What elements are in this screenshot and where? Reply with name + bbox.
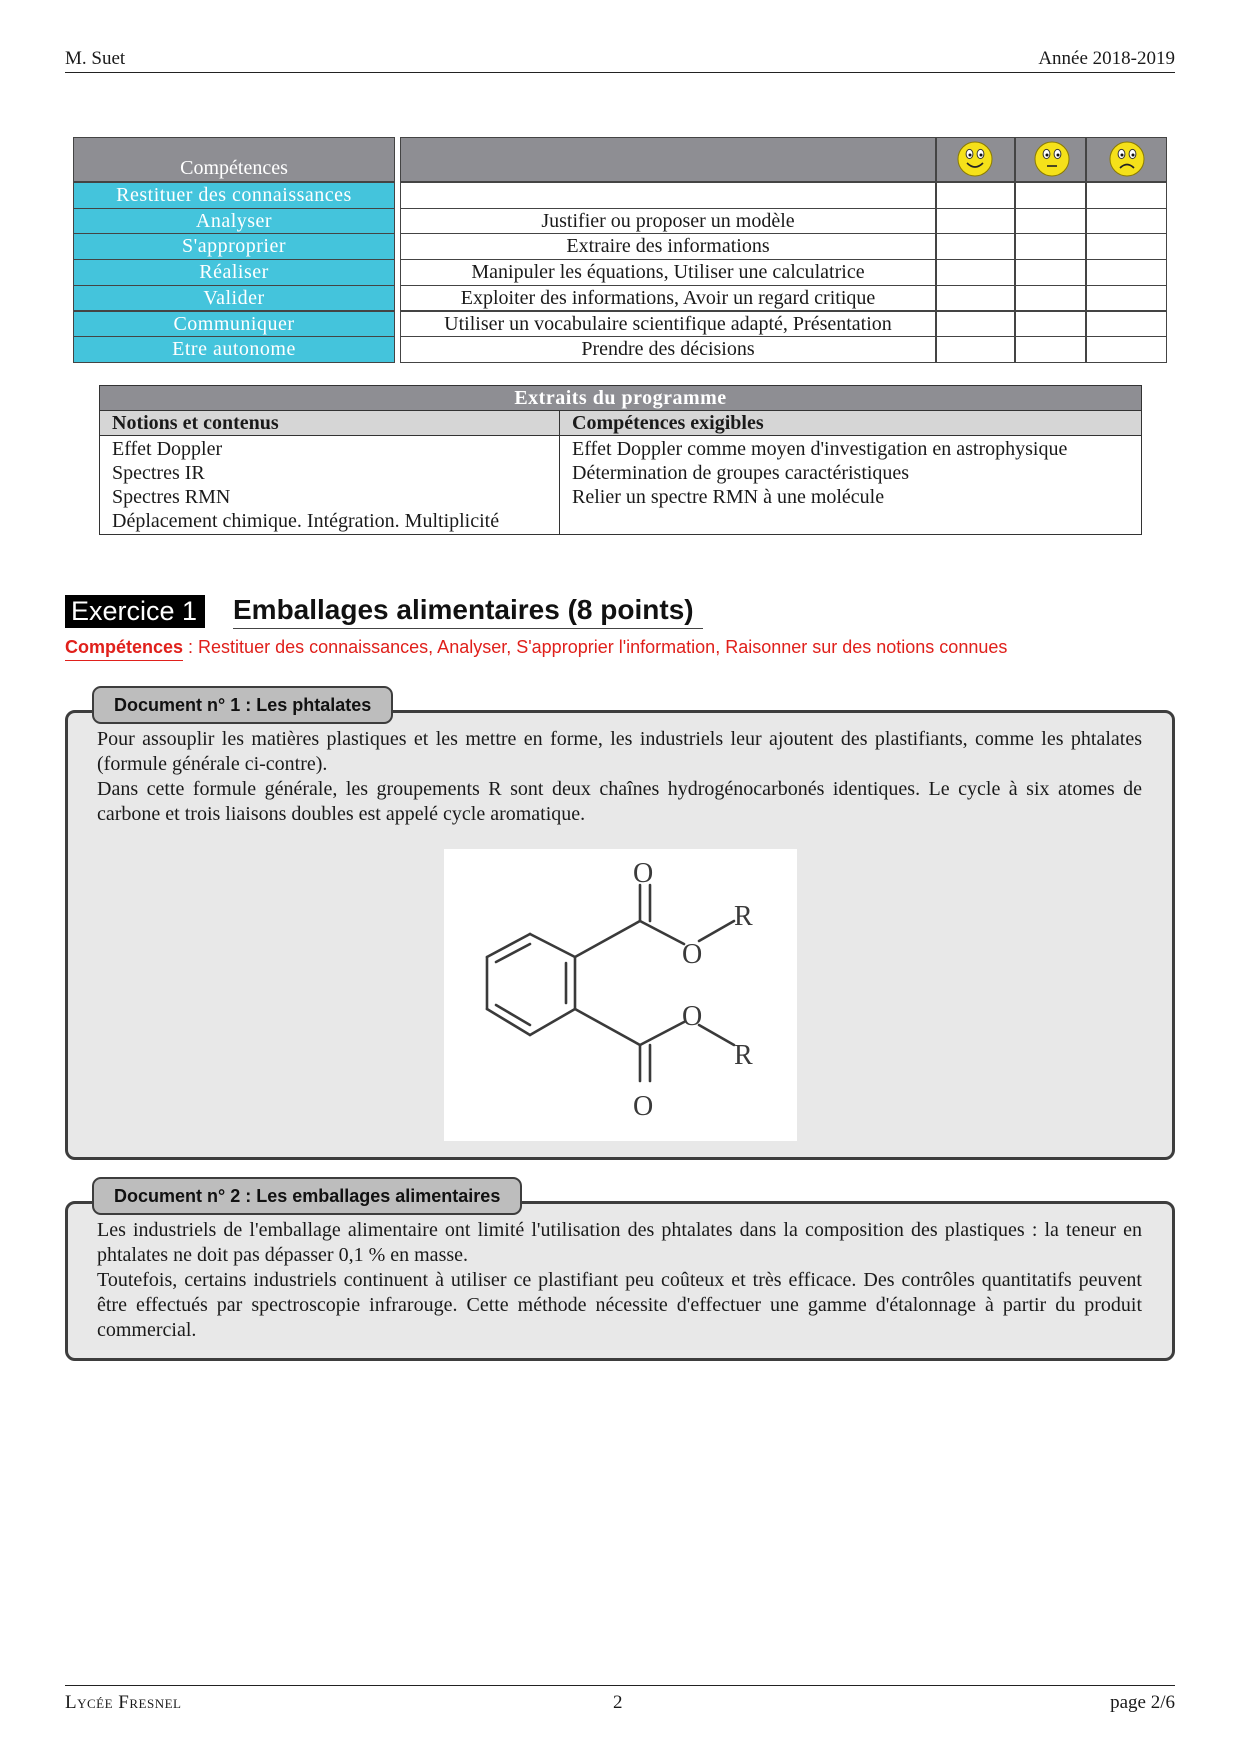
programme-title: Extraits du programme (100, 386, 1142, 411)
document-2-paragraph-1: Les industriels de l'emballage alimentaire ont limité l'utilisation des phtalates dans la composition des plastiques : la teneur en phtalates ne doit pas dépasser 0,1 % en masse. (97, 1219, 1142, 1266)
atom-label: O (633, 858, 654, 889)
competences-text: : Restituer des connaissances, Analyser, S'approprier l'information, Raisonner sur des notions connues (183, 637, 1008, 657)
rating-cell-happy (936, 311, 1015, 338)
face-cell-happy (936, 137, 1015, 182)
exercise-badge: Exercice 1 (65, 595, 205, 628)
neutral-face-icon (1034, 141, 1070, 177)
competence-label: S'approprier (73, 233, 395, 260)
rating-cell-sad (1086, 336, 1167, 363)
programme-table (99, 385, 1142, 535)
competence-label: Analyser (73, 208, 395, 235)
bond (575, 1009, 640, 1045)
competences-title: Compétences (73, 137, 395, 182)
atom-label: O (633, 1091, 654, 1122)
phthalate-structure-diagram (444, 849, 797, 1141)
atom-label: O (682, 1001, 703, 1032)
rating-cell-sad (1086, 182, 1167, 209)
header-author: M. Suet (65, 48, 126, 69)
notion-item: Déplacement chimique. Intégration. Multiplicité (112, 510, 500, 532)
bond (575, 921, 640, 957)
rating-cell-neutral (1015, 259, 1086, 286)
sad-face-icon (1109, 141, 1145, 177)
atom-label: O (682, 939, 703, 970)
phthalate-structure-figure (444, 849, 797, 1141)
footer-page-number: 2 (613, 1692, 623, 1713)
header-year: Année 2018-2019 (1038, 48, 1175, 69)
competences-header-blank (400, 137, 936, 182)
atom-label: R (734, 901, 753, 932)
competences-table (73, 137, 1167, 364)
rating-cell-happy (936, 233, 1015, 260)
happy-face-icon (957, 141, 993, 177)
document-2-title: Document n° 2 : Les emballages alimentaires (92, 1177, 522, 1215)
competence-item: Effet Doppler comme moyen d'investigation en astrophysique (572, 438, 1068, 460)
rating-cell-sad (1086, 233, 1167, 260)
competence-description: Exploiter des informations, Avoir un regard critique (400, 285, 936, 312)
rating-cell-sad (1086, 285, 1167, 312)
rating-cell-neutral (1015, 182, 1086, 209)
rating-cell-happy (936, 208, 1015, 235)
competence-description: Extraire des informations (400, 233, 936, 260)
exercise-competences (65, 637, 1007, 658)
programme-col1-header: Notions et contenus (100, 411, 560, 436)
rating-cell-sad (1086, 208, 1167, 235)
competence-item: Relier un spectre RMN à une molécule (572, 486, 885, 508)
competences-label: Compétences (65, 637, 183, 661)
competence-label: Réaliser (73, 259, 395, 286)
document-1-text (97, 727, 1142, 827)
rating-cell-happy (936, 285, 1015, 312)
rating-cell-neutral (1015, 311, 1086, 338)
programme-col2-header: Compétences exigibles (560, 411, 1142, 436)
competence-description: Utiliser un vocabulaire scientifique adapté, Présentation (400, 311, 936, 338)
exercise-title: Emballages alimentaires (8 points) (233, 594, 694, 625)
notion-item: Effet Doppler (112, 438, 223, 460)
bond (640, 1022, 684, 1045)
bond (699, 921, 734, 941)
competence-description: Manipuler les équations, Utiliser une calculatrice (400, 259, 936, 286)
competence-label: Communiquer (73, 311, 395, 338)
ring-bond (530, 1009, 575, 1035)
notion-item: Spectres IR (112, 462, 205, 484)
face-cell-sad (1086, 137, 1167, 182)
competence-description: Prendre des décisions (400, 336, 936, 363)
footer-rule (65, 1685, 1175, 1686)
ring-bond (530, 934, 575, 957)
competence-label: Valider (73, 285, 395, 312)
atom-label: R (734, 1040, 753, 1071)
rating-cell-sad (1086, 259, 1167, 286)
competence-item: Détermination de groupes caractéristiques (572, 462, 910, 484)
rating-cell-neutral (1015, 233, 1086, 260)
notion-item: Spectres RMN (112, 486, 231, 508)
exercise-title-rule (233, 628, 703, 629)
rating-cell-neutral (1015, 285, 1086, 312)
document-2-text (97, 1218, 1142, 1343)
rating-cell-neutral (1015, 208, 1086, 235)
face-cell-neutral (1015, 137, 1086, 182)
bond (699, 1025, 734, 1045)
competence-label: Etre autonome (73, 336, 395, 363)
document-2-paragraph-2: Toutefois, certains industriels continuent à utiliser ce plastifiant peu coûteux et très efficace. Des contrôles quantitatifs peuvent être effectués par spectroscopie infrarouge. Cette méthode nécessite d'effectuer une gamme d'étalonnage à partir du produit commercial. (97, 1269, 1142, 1341)
rating-cell-happy (936, 336, 1015, 363)
footer-page-of: page 2/6 (1110, 1692, 1175, 1713)
competence-description: Justifier ou proposer un modèle (400, 208, 936, 235)
header-rule (65, 72, 1175, 73)
ring-double-bond (496, 944, 530, 962)
competence-description (400, 182, 936, 209)
document-1-paragraph-2: Dans cette formule générale, les groupements R sont deux chaînes hydrogénocarbonés identiques. Le cycle à six atomes de carbone et trois liaisons doubles est appelé cycle aromatique. (97, 778, 1142, 825)
bond (640, 921, 684, 944)
ring-double-bond (496, 1005, 530, 1025)
rating-cell-happy (936, 259, 1015, 286)
rating-cell-neutral (1015, 336, 1086, 363)
document-1-paragraph-1: Pour assouplir les matières plastiques et les mettre en forme, les industriels leur ajoutent des plastifiants, comme les phtalates (formule générale ci-contre). (97, 728, 1142, 775)
footer-school: Lycée Fresnel (65, 1692, 182, 1713)
rating-cell-happy (936, 182, 1015, 209)
ring-bond (487, 934, 530, 957)
rating-cell-sad (1086, 311, 1167, 338)
competence-label: Restituer des connaissances (73, 182, 395, 209)
document-1-title: Document n° 1 : Les phtalates (92, 686, 393, 724)
